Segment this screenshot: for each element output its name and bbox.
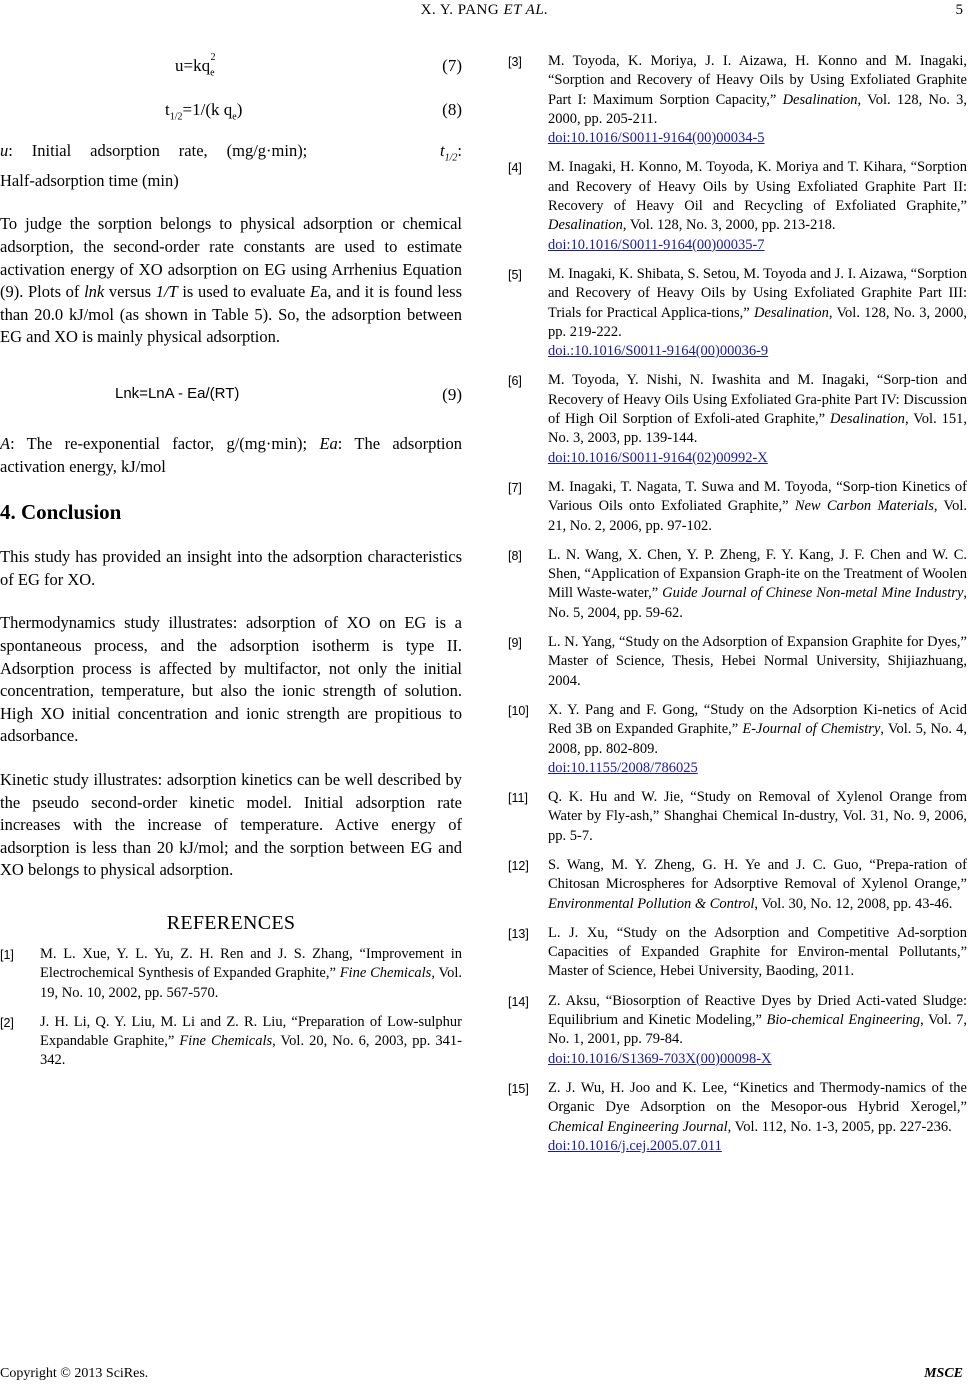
reference-doi-link[interactable]: doi:10.1016/j.cej.2005.07.011	[548, 1137, 722, 1154]
page-number: 5	[955, 2, 963, 18]
equation-9-number: (9)	[442, 385, 462, 405]
equation-7	[0, 52, 462, 82]
reference-details: , No. 5, 2004, pp. 59-62.	[548, 585, 968, 621]
author-names: X. Y. PANG	[420, 2, 500, 18]
equation-8	[0, 96, 462, 126]
reference-journal: Chemical Engineering Journal	[548, 1118, 728, 1135]
reference-text: L. J. Xu, “Study on the Adsorption and Competitive Ad-sorption Capacities of Expanded Graphite for Environ-mental Pollutants,” Master of Science, Hebei University, Baoding, 2011.	[548, 924, 967, 980]
equation-8-expression: $t_{1/2}=1/(k$ $q_e$)	[165, 100, 243, 123]
et-al: ET AL.	[503, 2, 549, 18]
reference-journal: Desalination	[782, 91, 858, 108]
reference-item	[508, 546, 967, 623]
reference-item	[508, 992, 967, 1069]
reference-details: , Vol. 20, No. 6, 2003, pp. 341-342.	[40, 1033, 462, 1069]
page-footer	[0, 1366, 969, 1386]
copyright-notice: Copyright © 2013 SciRes.	[0, 1366, 149, 1381]
reference-number: [6]	[508, 374, 522, 389]
conclusion-paragraph-2: Thermodynamics study illustrates: adsorption of XO on EG is a spontaneous process, and the adsorption isotherm is type II. Adsorption process is affected by multifactor, not only the initial concentration, temperature, but also the ionic strength of solution. High XO initial concentration and ionic strength are propitious to adsorbance.	[0, 613, 462, 746]
reference-doi-link[interactable]: doi:10.1016/S0011-9164(00)00034-5	[548, 130, 765, 147]
reference-number: [13]	[508, 926, 529, 941]
reference-text: M. Inagaki, K. Shibata, S. Setou, M. Toyoda and J. I. Aizawa, “Sorption and Recovery of Heavy Oils by Using Exfoliated Graphite Part III: Trials for Practical Applica-tions,”	[548, 265, 967, 321]
reference-item	[508, 856, 967, 914]
reference-journal: Environmental Pollution & Control	[548, 895, 755, 912]
reference-text: S. Wang, M. Y. Zheng, G. H. Ye and J. C. Guo, “Prepa-ration of Chitosan Microspheres for Adsorptive Removal of Xylenol Orange,”	[548, 856, 967, 893]
reference-doi-link[interactable]: doi:10.1016/S1369-703X(00)00098-X	[548, 1050, 772, 1067]
running-head-authors	[0, 0, 969, 20]
reference-item	[0, 945, 462, 1003]
equation-9	[0, 381, 462, 411]
reference-doi-link[interactable]: doi.:10.1016/S0011-9164(00)00036-9	[548, 343, 769, 360]
reference-number: [8]	[508, 548, 522, 563]
conclusion-paragraph-1: This study has provided an insight into the adsorption characteristics of EG for XO.	[0, 547, 462, 589]
conclusion-paragraph-3: Kinetic study illustrates: adsorption kinetics can be well described by the pseudo second-order kinetic model. Initial adsorption rate increases with the increase of temperature. Active energy of adsorption is less than 20 kJ/mol; and the sorption between EG and XO belongs to physical adsorption.	[0, 769, 462, 880]
reference-details: , Vol. 7, No. 1, 2001, pp. 79-84.	[548, 1012, 968, 1048]
reference-journal: E-Journal of Chemistry	[742, 721, 881, 738]
reference-text: L. N. Wang, X. Chen, Y. P. Zheng, F. Y. Kang, J. F. Chen and W. C. Shen, “Application of Expansion Graph-ite on the Treatment of Woolen Mill Waste-water,”	[548, 546, 967, 602]
reference-details: , Vol. 128, No. 3, 2000, pp. 219-222.	[548, 304, 967, 340]
reference-item	[508, 701, 967, 778]
reference-details: , Vol. 19, No. 10, 2002, pp. 567-570.	[40, 965, 462, 1001]
reference-item	[508, 633, 967, 691]
reference-item	[0, 1013, 462, 1071]
reference-item	[508, 924, 967, 982]
reference-doi-link[interactable]: doi:10.1016/S0011-9164(02)00992-X	[548, 449, 768, 466]
reference-text: M. Inagaki, H. Konno, M. Toyoda, K. Moriya and T. Kihara, “Sorption and Recovery of Heavy Oils by Using Exfoliated Graphite Part II: Recovery of Heavy Oil and Recycling of Exfoliated Graphite,”	[548, 159, 967, 215]
references-list-right	[508, 52, 967, 1156]
reference-number: [14]	[508, 994, 529, 1009]
reference-number: [9]	[508, 636, 522, 651]
right-column	[508, 52, 967, 1156]
reference-details: , Vol. 151, No. 3, 2003, pp. 139-144.	[548, 411, 967, 447]
reference-journal: Desalination	[753, 304, 829, 321]
reference-text: M. Toyoda, K. Moriya, J. I. Aizawa, H. Konno and M. Inagaki, “Sorption and Recovery of Heavy Oils by Using Exfoliated Graphite Part I: Maximum Sorption Capacity,”	[548, 53, 967, 108]
references-heading: REFERENCES	[166, 911, 296, 934]
reference-text: Z. Aksu, “Biosorption of Reactive Dyes by Dried Acti-vated Sludge: Equilibrium and Kinetic Modeling,”	[548, 992, 967, 1029]
reference-number: [5]	[508, 267, 522, 282]
reference-item	[508, 788, 967, 846]
definition-a-ea: A: The re-exponential factor, g/(mg·min); Ea: The adsorption activation energy, kJ/mol	[0, 434, 462, 476]
activation-energy-paragraph: To judge the sorption belongs to physical adsorption or chemical adsorption, the second-order rate constants are used to estimate activation energy of XO adsorption on EG using Arrhenius Equation (9). Plots of lnk versus 1/T is used to evaluate Ea, and it is found less than 20.0 kJ/mol (as shown in Table 5). So, the adsorption between EG and XO is mainly physical adsorption.	[0, 214, 462, 347]
reference-text: M. Inagaki, T. Nagata, T. Suwa and M. Toyoda, “Sorp-tion Kinetics of Various Oils onto Exfoliated Graphite,”	[548, 478, 967, 515]
reference-number: [1]	[0, 947, 14, 962]
running-header	[0, 0, 969, 24]
reference-item	[508, 371, 967, 467]
reference-details: , Vol. 112, No. 1-3, 2005, pp. 227-236.	[727, 1118, 952, 1135]
reference-number: [2]	[0, 1015, 14, 1030]
equation-7-number: (7)	[442, 56, 462, 75]
reference-text: L. N. Yang, “Study on the Adsorption of Expansion Graphite for Dyes,” Master of Science, Thesis, Hebei Normal University, Shijiazhuang, 2004.	[548, 634, 967, 689]
reference-item	[508, 265, 967, 361]
reference-journal: Fine Chemicals	[339, 965, 432, 982]
reference-number: [15]	[508, 1081, 529, 1096]
equation-7-expression: $u=kq_e^2$	[175, 52, 216, 79]
conclusion-heading: 4. Conclusion	[0, 500, 122, 525]
reference-text: Z. J. Wu, H. Joo and K. Lee, “Kinetics and Thermody-namics of the Organic Dye Adsorption on the Mesopor-ous Hybrid Xerogel,”	[548, 1079, 967, 1116]
reference-text: J. H. Li, Q. Y. Liu, M. Li and Z. R. Liu, “Preparation of Low-sulphur Expandable Graphite,”	[40, 1013, 462, 1050]
reference-number: [11]	[508, 791, 528, 806]
reference-number: [12]	[508, 858, 529, 873]
equation-9-expression: Lnk=LnA - Ea/(RT)	[115, 385, 240, 403]
reference-journal: Bio-chemical Engineering	[766, 1012, 921, 1029]
reference-doi-link[interactable]: doi:10.1155/2008/786025	[548, 759, 698, 776]
reference-details: , Vol. 5, No. 4, 2008, pp. 802-809.	[548, 721, 968, 757]
reference-details: , Vol. 128, No. 3, 2000, pp. 205-211.	[548, 91, 968, 127]
reference-journal: Guide Journal of Chinese Non-metal Mine Industry	[662, 585, 964, 602]
reference-item	[508, 158, 967, 254]
reference-item	[508, 478, 967, 536]
definition-u: u: Initial adsorption rate, (mg/g·min); $t_{1/2}$:	[0, 141, 462, 164]
reference-journal: Desalination	[830, 411, 905, 428]
reference-journal: Fine Chemicals	[179, 1033, 273, 1050]
journal-abbreviation: MSCE	[924, 1366, 963, 1381]
reference-number: [10]	[508, 703, 529, 718]
reference-journal: New Carbon Materials	[794, 498, 934, 515]
left-column	[0, 52, 462, 1071]
reference-item	[508, 52, 967, 148]
reference-details: , Vol. 30, No. 12, 2008, pp. 43-46.	[754, 895, 953, 912]
references-list-left	[0, 945, 462, 1071]
reference-doi-link[interactable]: doi:10.1016/S0011-9164(00)00035-7	[548, 236, 765, 253]
reference-number: [3]	[508, 55, 522, 69]
reference-text: Q. K. Hu and W. Jie, “Study on Removal of Xylenol Orange from Water by Fly-ash,” Shanghai Chemical In-dustry, Vol. 31, No. 9, 2006, pp. 5-7.	[548, 789, 967, 844]
equation-8-number: (8)	[442, 100, 462, 119]
reference-details: , Vol. 128, No. 3, 2000, pp. 213-218.	[622, 217, 836, 234]
definition-t-half: Half-adsorption time (min)	[0, 170, 179, 190]
reference-number: [4]	[508, 161, 522, 176]
reference-text: M. Toyoda, Y. Nishi, N. Iwashita and M. Inagaki, “Sorp-tion and Recovery of Heavy Oils Using Exfoliated Gra-phite Part IV: Discussion of High Oil Sorption of Exfoli-ated Graphite,”	[548, 372, 967, 428]
reference-details: , Vol. 21, No. 2, 2006, pp. 97-102.	[548, 498, 967, 534]
reference-item	[508, 1079, 967, 1156]
reference-number: [7]	[508, 480, 522, 495]
reference-journal: Desalination	[548, 217, 623, 234]
reference-text: X. Y. Pang and F. Gong, “Study on the Adsorption Ki-netics of Acid Red 3B on Expanded Graphite,”	[548, 701, 967, 738]
reference-text: M. L. Xue, Y. L. Yu, Z. H. Ren and J. S. Zhang, “Improvement in Electrochemical Synthesis of Expanded Graphite,”	[40, 945, 462, 982]
